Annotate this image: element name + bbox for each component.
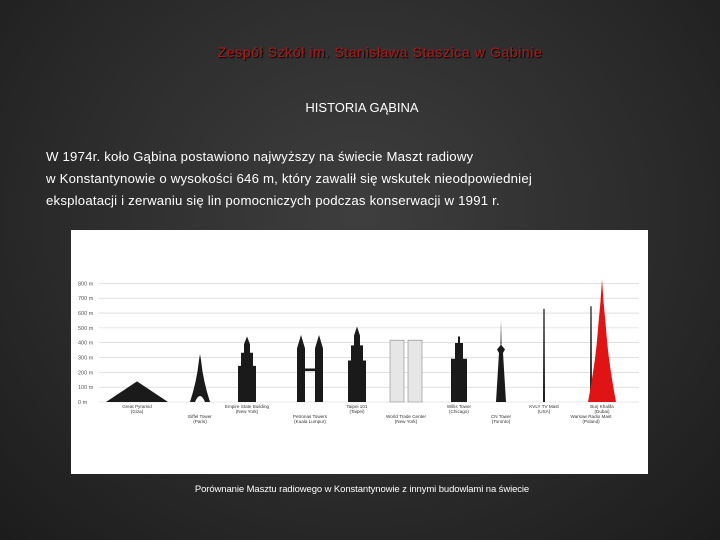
structure-silhouette [390,340,422,402]
y-tick-label: 600 m [78,311,94,318]
height-comparison-figure [71,230,648,474]
paragraph-line: W 1974r. koło Gąbina postawiono najwyższy na świecie Maszt radiowy [46,149,474,164]
y-tick-label: 0 m [78,400,88,406]
structure-silhouette [190,354,210,402]
structure-label: Eiffel Tower [188,414,212,419]
structure-location: (Taipei) [349,409,365,414]
history-paragraph [46,146,686,212]
height-comparison-chart [71,230,648,474]
structure-location: (Kuala Lumpur) [294,419,326,424]
paragraph-line: eksploatacji i zerwaniu się lin pomocniczych podczas konserwacji w 1991 r. [46,193,500,208]
y-tick-label: 700 m [78,296,94,303]
y-tick-label: 500 m [78,325,94,332]
y-tick-label: 800 m [78,281,94,288]
structure-location: (Dubai) [594,409,610,414]
structure-silhouette [106,381,168,402]
structure-silhouette [451,336,467,402]
y-tick-label: 200 m [78,370,94,377]
structure-label: World Trade Center [386,414,426,419]
structure-location: (USA) [537,409,551,414]
structure-label: KVLY TV Mast [529,404,559,409]
structure-silhouette [238,336,256,402]
structure-label: Taipei 101 [346,404,368,409]
y-tick-label: 400 m [78,340,94,347]
structure-silhouette [348,327,366,402]
school-name: Zespół Szkół im. Stanisława Staszica w Gąbinie [217,44,543,60]
structure-location: (Paris) [193,419,207,424]
structure-location: (Poland) [582,419,600,424]
structure-location: (Giza) [130,409,144,414]
paragraph-line: w Konstantynowie o wysokości 646 m, który zawalił się wskutek nieodpowiedniej [46,171,532,186]
slide-title: HISTORIA GĄBINA [305,100,419,115]
structure-label: Empire State Building [224,404,270,409]
structure-location: (Chicago) [449,409,469,414]
y-tick-label: 300 m [78,355,94,362]
structure-label: Petronas Towers [292,414,328,419]
structure-label: Great Pyramid [122,404,152,409]
structure-location: (New York) [235,409,259,414]
structure-label: Willis Tower [446,404,472,409]
y-tick-label: 100 m [78,385,94,392]
structure-label: CN Tower [490,414,512,419]
structure-label: Burj Khalifa [590,404,614,409]
structure-silhouette [496,320,506,402]
structure-silhouette [543,309,545,402]
structure-label: Warsaw Radio Mast [570,414,612,419]
figure-caption: Porównanie Masztu radiowego w Konstantynowie z innymi budowlami na świecie [194,484,530,495]
structure-silhouette [588,279,616,402]
structure-location: (New York) [394,419,418,424]
structure-location: (Toronto) [491,419,511,424]
structure-silhouette [297,335,323,402]
